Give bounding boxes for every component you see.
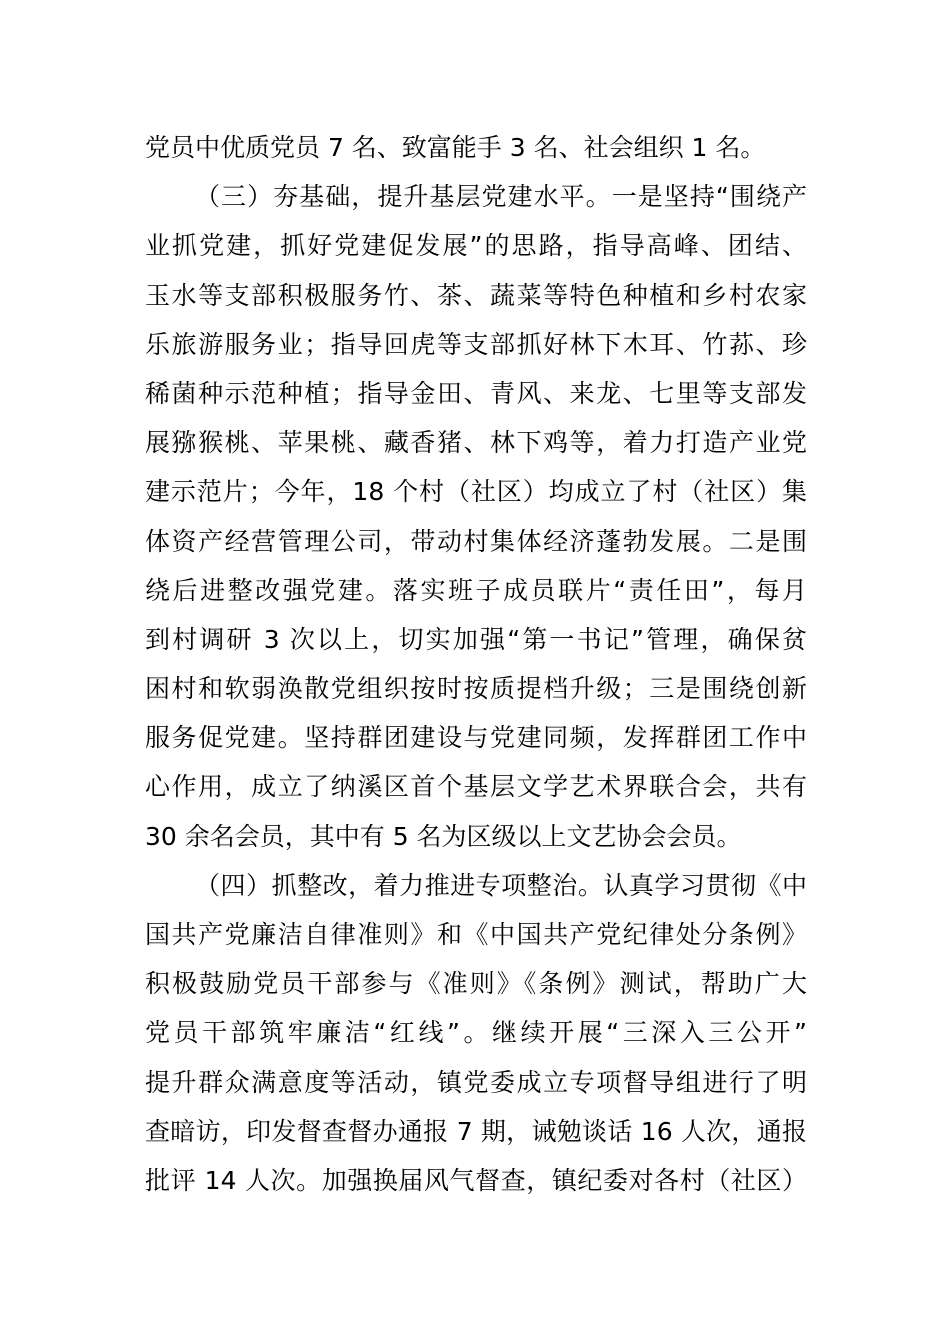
text-line: 心作用，成立了纳溪区首个基层文学艺术界联合会，共有 (145, 772, 807, 802)
text-line: 查暗访，印发督查督办通报 7 期，诫勉谈话 16 人次，通报 (145, 1116, 807, 1146)
text-line: 业抓党建，抓好党建促发展”的思路，指导高峰、团结、 (145, 231, 807, 261)
text-line: 绕后进整改强党建。落实班子成员联片“责任田”，每月 (145, 575, 807, 605)
paragraph-heading-line: （四）抓整改，着力推进专项整治。认真学习贯彻《中 (195, 870, 807, 900)
text-line: 建示范片；今年，18 个村（社区）均成立了村（社区）集 (145, 477, 807, 507)
text-line: 提升群众满意度等活动，镇党委成立专项督导组进行了明 (145, 1067, 807, 1097)
document-body-text (145, 123, 807, 1205)
text-line: 稀菌种示范种植；指导金田、青风、来龙、七里等支部发 (145, 378, 807, 408)
text-line: 批评 14 人次。加强换届风气督查，镇纪委对各村（社区） (145, 1165, 807, 1195)
text-line: 党员干部筑牢廉洁“红线”。继续开展“三深入三公开” (145, 1018, 807, 1048)
text-line: 乐旅游服务业；指导回虎等支部抓好林下木耳、竹荪、珍 (145, 329, 807, 359)
text-line: 服务促党建。坚持群团建设与党建同频，发挥群团工作中 (145, 723, 807, 753)
text-line: 困村和软弱涣散党组织按时按质提档升级；三是围绕创新 (145, 674, 807, 704)
paragraph-heading-line: （三）夯基础，提升基层党建水平。一是坚持“围绕产 (195, 182, 807, 212)
text-line: 玉水等支部积极服务竹、茶、蔬菜等特色种植和乡村农家 (145, 280, 807, 310)
text-line: 体资产经营管理公司，带动村集体经济蓬勃发展。二是围 (145, 526, 807, 556)
text-line: 国共产党廉洁自律准则》和《中国共产党纪律处分条例》 (145, 920, 807, 949)
text-line: 积极鼓励党员干部参与《准则》《条例》测试，帮助广大 (145, 969, 807, 999)
text-line: 党员中优质党员 7 名、致富能手 3 名、社会组织 1 名。 (145, 133, 766, 162)
text-line: 到村调研 3 次以上，切实加强“第一书记”管理，确保贫 (145, 624, 807, 654)
text-line: 展猕猴桃、苹果桃、藏香猪、林下鸡等，着力打造产业党 (145, 428, 807, 458)
text-line: 30 余名会员，其中有 5 名为区级以上文艺协会会员。 (145, 821, 742, 851)
